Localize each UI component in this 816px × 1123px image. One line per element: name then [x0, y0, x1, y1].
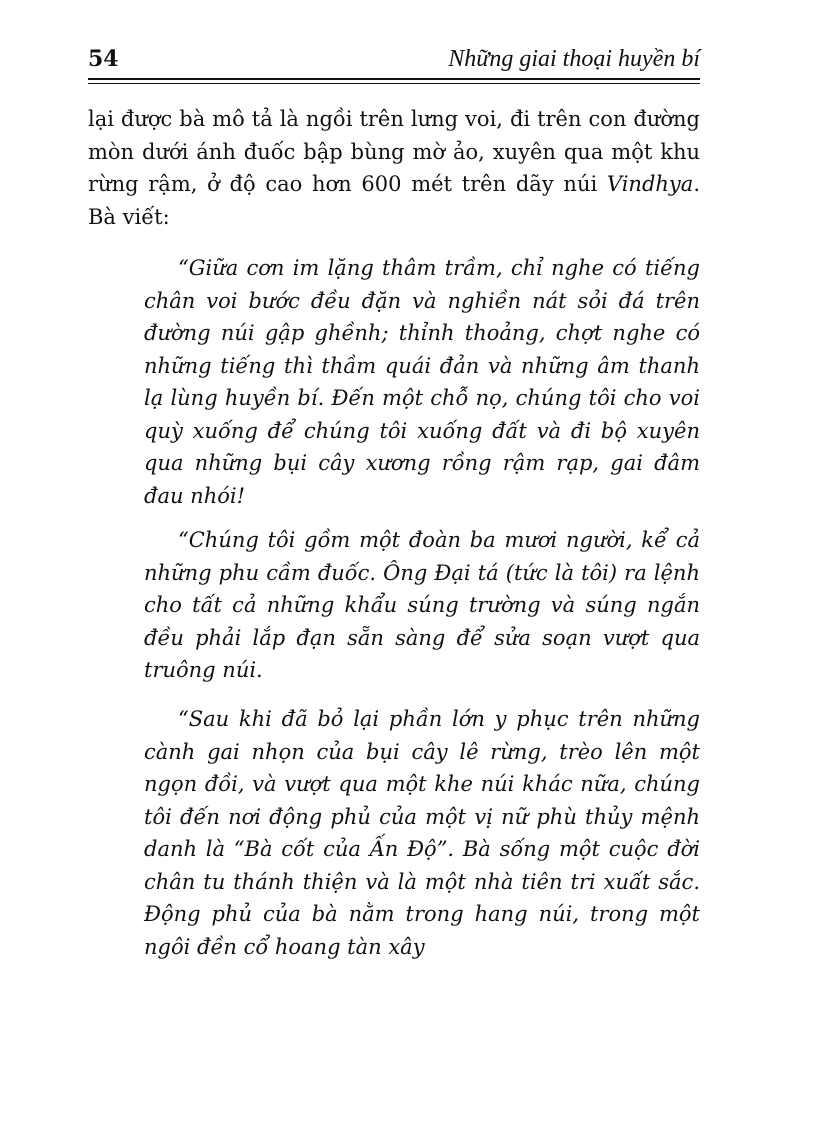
running-title: Những giai thoại huyền bí	[448, 46, 700, 72]
header-rule-thick	[88, 78, 700, 80]
quote-paragraph-2: “Chúng tôi gồm một đoàn ba mươi người, kể cả những phu cầm đuốc. Ông Đại tá (tức là tôi) ra lệnh cho tất cả những khẩu súng trường và súng ngắn đều phải lắp đạn sẵn sàng để sửa soạn vượt qua truông núi.	[144, 528, 700, 682]
quote-block-1	[144, 252, 700, 512]
quote-block-3	[144, 703, 700, 963]
intro-text-before: lại được bà mô tả là ngồi trên lưng voi, đi trên con đường mòn dưới ánh đuốc bập bùng mờ ảo, xuyên qua một khu rừng rậm, ở độ cao hơn 600 mét trên dãy núi	[88, 107, 700, 196]
intro-emphasis: Vindhya	[606, 172, 694, 196]
page-header	[88, 44, 700, 74]
page-number: 54	[88, 46, 119, 72]
intro-paragraph-block	[88, 103, 700, 233]
quote-paragraph-3: “Sau khi đã bỏ lại phần lớn y phục trên những cành gai nhọn của bụi cây lê rừng, trèo lên một ngọn đồi, và vượt qua một khe núi khác nữa, chúng tôi đến nơi động phủ của một vị nữ phù thủy mệnh danh là “Bà cốt của Ấn Độ”. Bà sống một cuộc đời chân tu thánh thiện và là một nhà tiên tri xuất sắc. Động phủ của bà nằm trong hang núi, trong một ngôi đền cổ hoang tàn xây	[144, 707, 700, 959]
header-rule-thin	[88, 83, 700, 84]
quote-block-2	[144, 524, 700, 687]
intro-text-after: . Bà viết:	[88, 172, 700, 229]
quote-paragraph-1: “Giữa cơn im lặng thâm trầm, chỉ nghe có tiếng chân voi bước đều đặn và nghiền nát sỏi đá trên đường núi gập ghềnh; thỉnh thoảng, chợt nghe có những tiếng thì thầm quái đản và những âm thanh lạ lùng huyền bí. Đến một chỗ nọ, chúng tôi cho voi quỳ xuống để chúng tôi xuống đất và đi bộ xuyên qua những bụi cây xương rồng rậm rạp, gai đâm đau nhói!	[144, 256, 700, 508]
intro-paragraph	[88, 103, 700, 233]
